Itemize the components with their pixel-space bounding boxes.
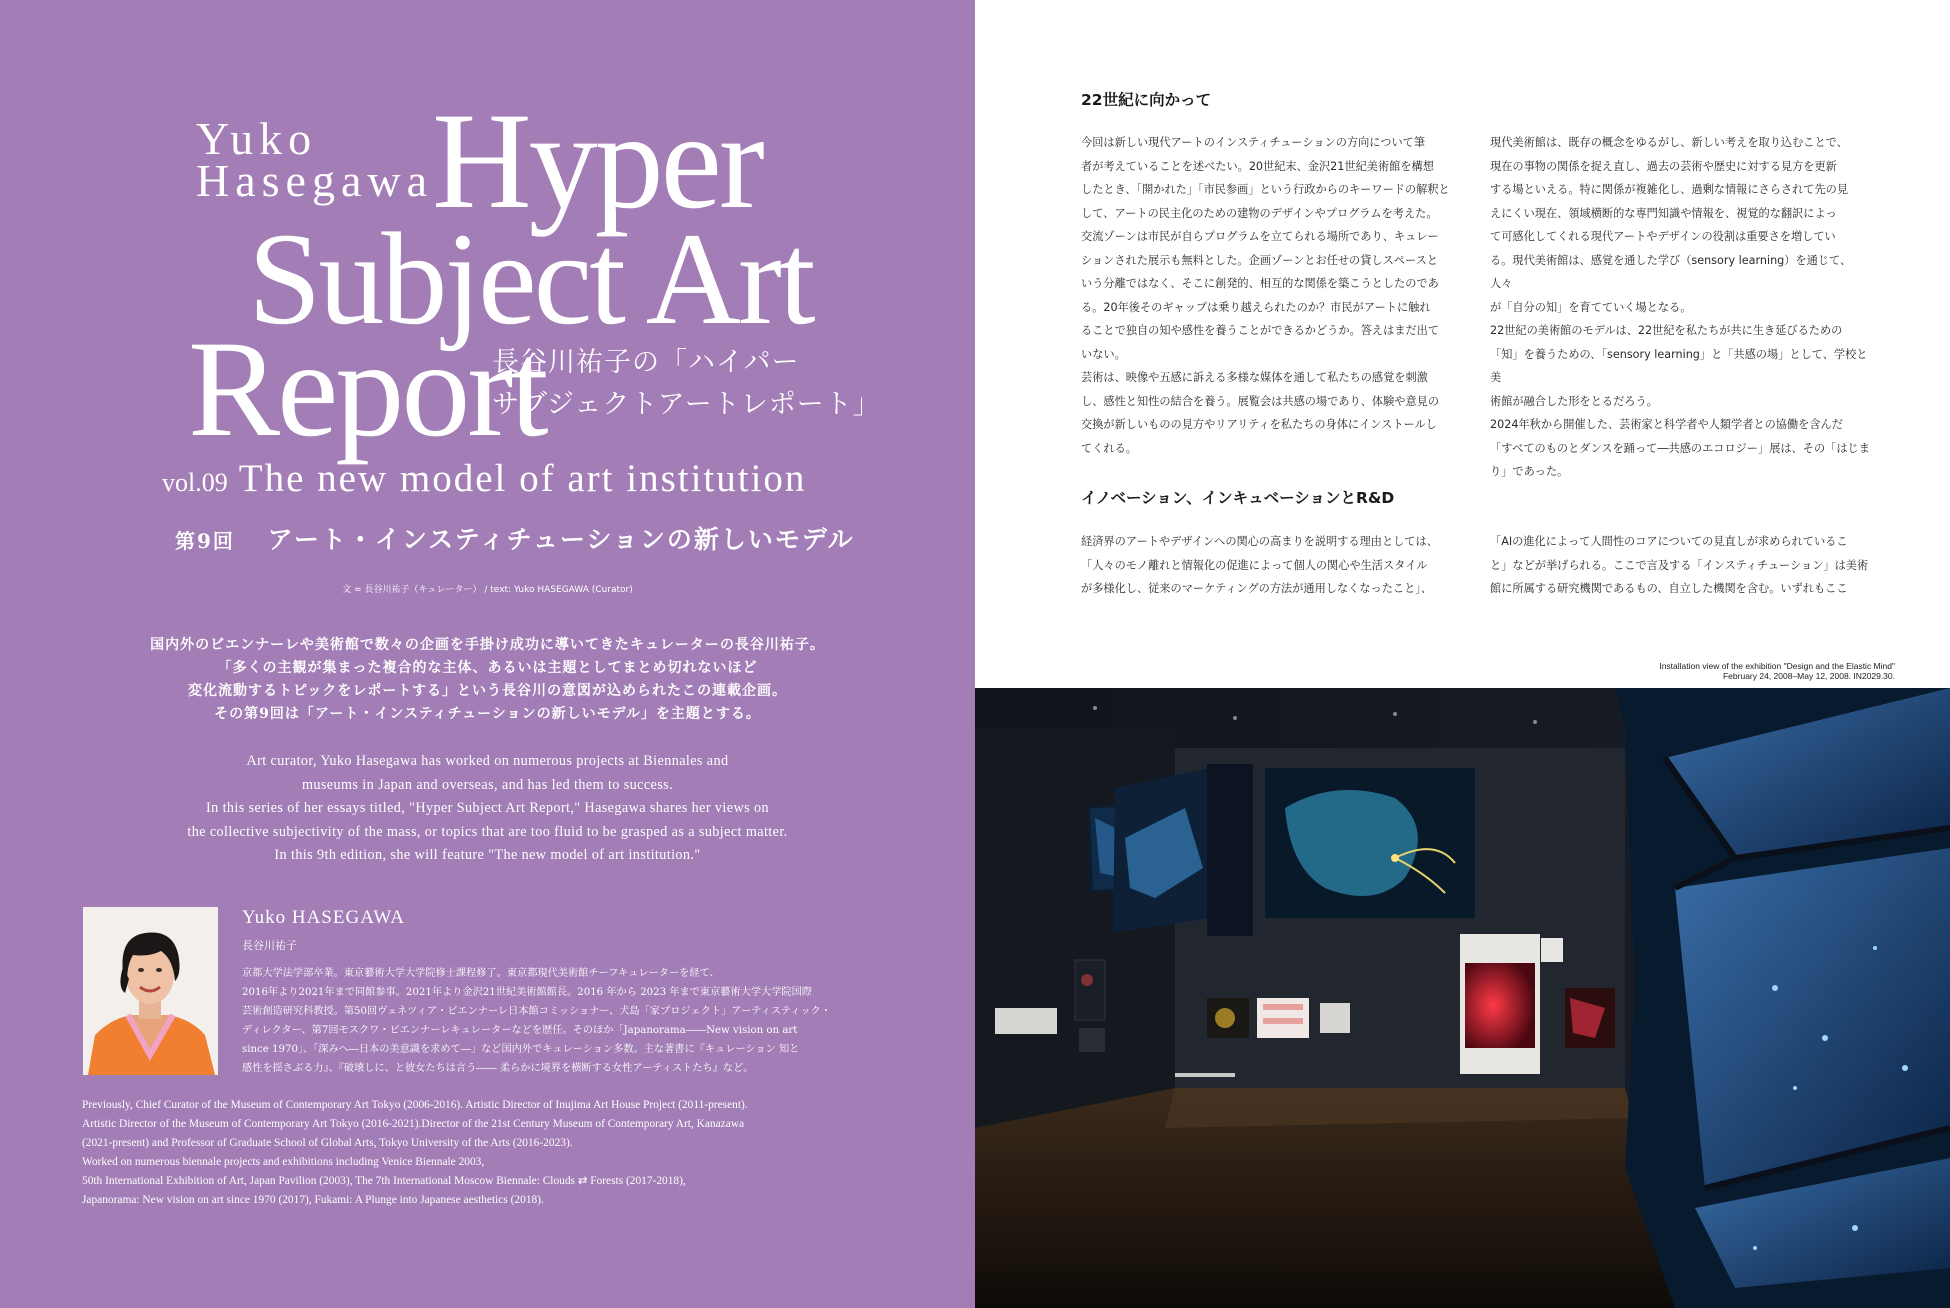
body-line: り」であった。 [1490,465,1569,478]
body-line: 者が考えていることを述べたい。20世紀末、金沢21世紀美術館を構想 [1081,159,1434,173]
body-column-2 [1490,131,1870,484]
author-bio-english [82,1096,902,1210]
body-line: 今回は新しい現代アートのインスティチューションの方向について筆 [1081,136,1426,149]
body-line: 「知」を養うための、「sensory learning」と「共感の場」として、学校と美 [1490,347,1868,384]
body-line: 館に所属する研究機関であるもの、自立した機関を含む。いずれもここ [1490,582,1848,595]
body-column-3 [1081,530,1461,601]
intro-line: In this 9th edition, she will feature "The new model of art institution." [274,847,701,863]
intro-english [80,750,895,868]
exhibition-photo [975,688,1950,1308]
bio-line: Japanorama: New vision on art since 1970 (2017), Fukami: A Plunge into Japanese aesthetics (2018). [82,1194,544,1206]
body-line: る。20年後そのギャップは乗り越えられたのか？市民がアートに触れ [1081,300,1431,314]
author-name-english: Yuko HASEGAWA [242,907,405,928]
body-line: ションされた展示も無料とした。企画ゾーンとお任せの貸しスペースと [1081,253,1438,267]
body-line: 22世紀の美術館のモデルは、22世紀を私たちが共に生き延びるための [1490,324,1843,337]
body-line: ることで独自の知や感性を養うことができるかどうか。答えはまだ出て [1081,324,1440,337]
title-japanese-line: サブジェクトアートレポート」 [492,389,881,420]
right-page [975,0,1950,1308]
title-subject-art: Subject Art [248,205,813,352]
volume-title: The new model of art institution [238,457,807,500]
body-line: 交流ゾーンは市民が自らプログラムを立てられる場所であり、キュレー [1081,230,1439,243]
intro-line: 国内外のビエンナーレや美術館で数々の企画を手掛け成功に導いてきたキュレーターの長谷川祐子。 [150,637,825,653]
caption-line: February 24, 2008–May 12, 2008. IN2029.30. [1722,671,1895,681]
bio-line: (2021-present) and Professor of Graduate School of Global Arts, Tokyo University of the Arts (2016-2023). [82,1137,573,1149]
intro-line: 変化流動するトピックをレポートする」という長谷川の意図が込められたこの連載企画。 [187,683,788,699]
photo-caption [1659,661,1895,681]
body-line: が多様化し、従来のマーケティングの方法が通用しなくなったこと」、 [1081,582,1433,595]
body-line: と」などが挙げられる。ここで言及する「インスティチューション」は美術 [1490,558,1869,572]
title-first-name: Yuko [196,113,318,164]
body-line: 現在の事物の関係を捉え直し、過去の芸術や歴史に対する見方を更新 [1490,159,1837,173]
body-line: 2024年秋から開催した、芸術家と科学者や人類学者との協働を含んだ [1490,418,1843,431]
bio-line: Previously, Chief Curator of the Museum of Contemporary Art Tokyo (2006-2016). Artistic Director of Inujima Art House Project (2011-present). [82,1099,748,1111]
body-line: したとき、「開かれた」「市民参画」という行政からのキーワードの解釈と [1081,183,1450,196]
bio-line: ディレクター、第7回モスクワ・ビエンナーレキュレーターなどを歴任。そのほか「Japanorama――New vision on art [242,1025,798,1036]
intro-line: In this series of her essays titled, "Hyper Subject Art Report," Hasegawa shares her views on [206,800,769,816]
intro-line: 「多くの主観が集まった複合的な主体、あるいは主題としてまとめ切れないほど [217,660,758,676]
title-hyper: Hyper [432,84,762,237]
title-author-name [196,113,434,206]
body-line: て可感化してくれる現代アートやデザインの役割は重要さを増してい [1490,230,1836,243]
bio-line: 芸術創造研究科教授。第50回ヴェネツィア・ビエンナーレ日本館コミッショナー、犬島「家プロジェクト」アーティスティック・ [242,1006,831,1017]
intro-line: Art curator, Yuko Hasegawa has worked on numerous projects at Biennales and [246,753,729,769]
caption-line: Installation view of the exhibition "Design and the Elastic Mind" [1659,661,1895,671]
title-report: Report [188,312,546,465]
body-line: 「すべてのものとダンスを踊って―共感のエコロジー」展は、その「はじま [1490,441,1870,455]
subtitle-number: 第9回 [175,529,235,553]
body-line: して、アートの民主化のための建物のデザインやプログラムを考えた。 [1081,206,1438,220]
intro-line: その第9回は「アート・インスティチューションの新しいモデル」を主題とする。 [214,706,761,722]
body-line: 交換が新しいものの見方やリアリティを私たちの身体にインストールし [1081,418,1437,431]
volume-number: vol.09 [162,468,228,497]
byline: 文 = 長谷川祐子（キュレーター） / text: Yuko HASEGAWA (Curator) [342,585,633,595]
body-line: 経済界のアートやデザインへの関心の高まりを説明する理由としては、 [1081,535,1438,548]
section-heading: イノベーション、インキュベーションとR&D [1081,489,1395,507]
body-line: いう分離ではなく、そこに創発的、相互的な関係を築こうとしたのであ [1081,277,1439,290]
body-line: 「AIの進化によって人間性のコアについての見直しが求められているこ [1490,535,1848,548]
japanese-subtitle [175,520,855,556]
intro-line: the collective subjectivity of the mass, or topics that are too fluid to be grasped as a subject matter. [187,823,788,840]
title-japanese-line: 長谷川祐子の「ハイパー [492,347,800,378]
bio-line: Worked on numerous biennale projects and exhibitions including Venice Biennale 2003, [82,1156,485,1168]
body-line: 芸術は、映像や五感に訴える多様な媒体を通して私たちの感覚を刺激 [1081,371,1428,384]
bio-line: 2016年より2021年まで同館参事。2021年より金沢21世紀美術館館長。2016 年から 2023 年まで東京藝術大学大学院国際 [242,987,812,998]
intro-japanese [80,634,895,726]
bio-line: 感性を揺さぶる力』、『破壊しに、と彼女たちは言う―― 柔らかに境界を横断する女性アーティストたち』など。 [242,1063,754,1074]
author-bio-japanese [242,964,882,1078]
author-name-japanese: 長谷川祐子 [242,939,297,952]
body-column-4 [1490,530,1870,601]
body-line: てくれる。 [1081,441,1137,455]
body-line: 現代美術館は、既存の概念をゆるがし、新しい考えを取り込むことで、 [1490,136,1848,149]
title-japanese [492,342,881,426]
intro-line: museums in Japan and overseas, and has led them to success. [301,776,674,793]
body-line: し、感性と知性の結合を養う。展覧会は共感の場であり、体験や意見の [1081,394,1440,408]
bio-line: Artistic Director of the Museum of Contemporary Art Tokyo (2016-2021).Director of the 21st Century Museum of Contemporary Art, Kanazawa [82,1118,745,1130]
title-last-name: Hasegawa [196,155,434,206]
body-line: が「自分の知」を育てていく場となる。 [1490,300,1692,314]
body-line: 「人々のモノ離れと情報化の促進によって個人の関心や生活スタイル [1081,558,1428,572]
bio-line: 50th International Exhibition of Art, Japan Pavilion (2003), The 7th International Moscow Biennale: Clouds ⇄ Forests (2017-2018), [82,1175,686,1187]
body-line: えにくい現在、領域横断的な専門知識や情報を、視覚的な翻訳によっ [1490,206,1837,220]
bio-line: 京都大学法学部卒業。東京藝術大学大学院修士課程修了。東京都現代美術館チーフキュレーターを経て、 [242,968,720,979]
section-heading: 22世紀に向かって [1081,91,1212,109]
author-portrait [83,907,218,1075]
body-line: 術館が融合した形をとるだろう。 [1490,394,1658,408]
body-column-1 [1081,131,1461,460]
subtitle-text: アート・インスティチューションの新しいモデル [267,525,855,554]
body-line: いない。 [1081,347,1126,361]
body-line: る。現代美術館は、感覚を通した学び（sensory learning）を通じて、人々 [1490,253,1852,290]
body-line: する場といえる。特に関係が複雑化し、過剰な情報にさらされて先の見 [1490,183,1849,196]
bio-line: since 1970」、「深みへ―日本の美意識を求めて―」など国内外でキュレーション多数。主な著書に『キュレーション 知と [242,1044,800,1055]
volume-line [162,456,806,501]
